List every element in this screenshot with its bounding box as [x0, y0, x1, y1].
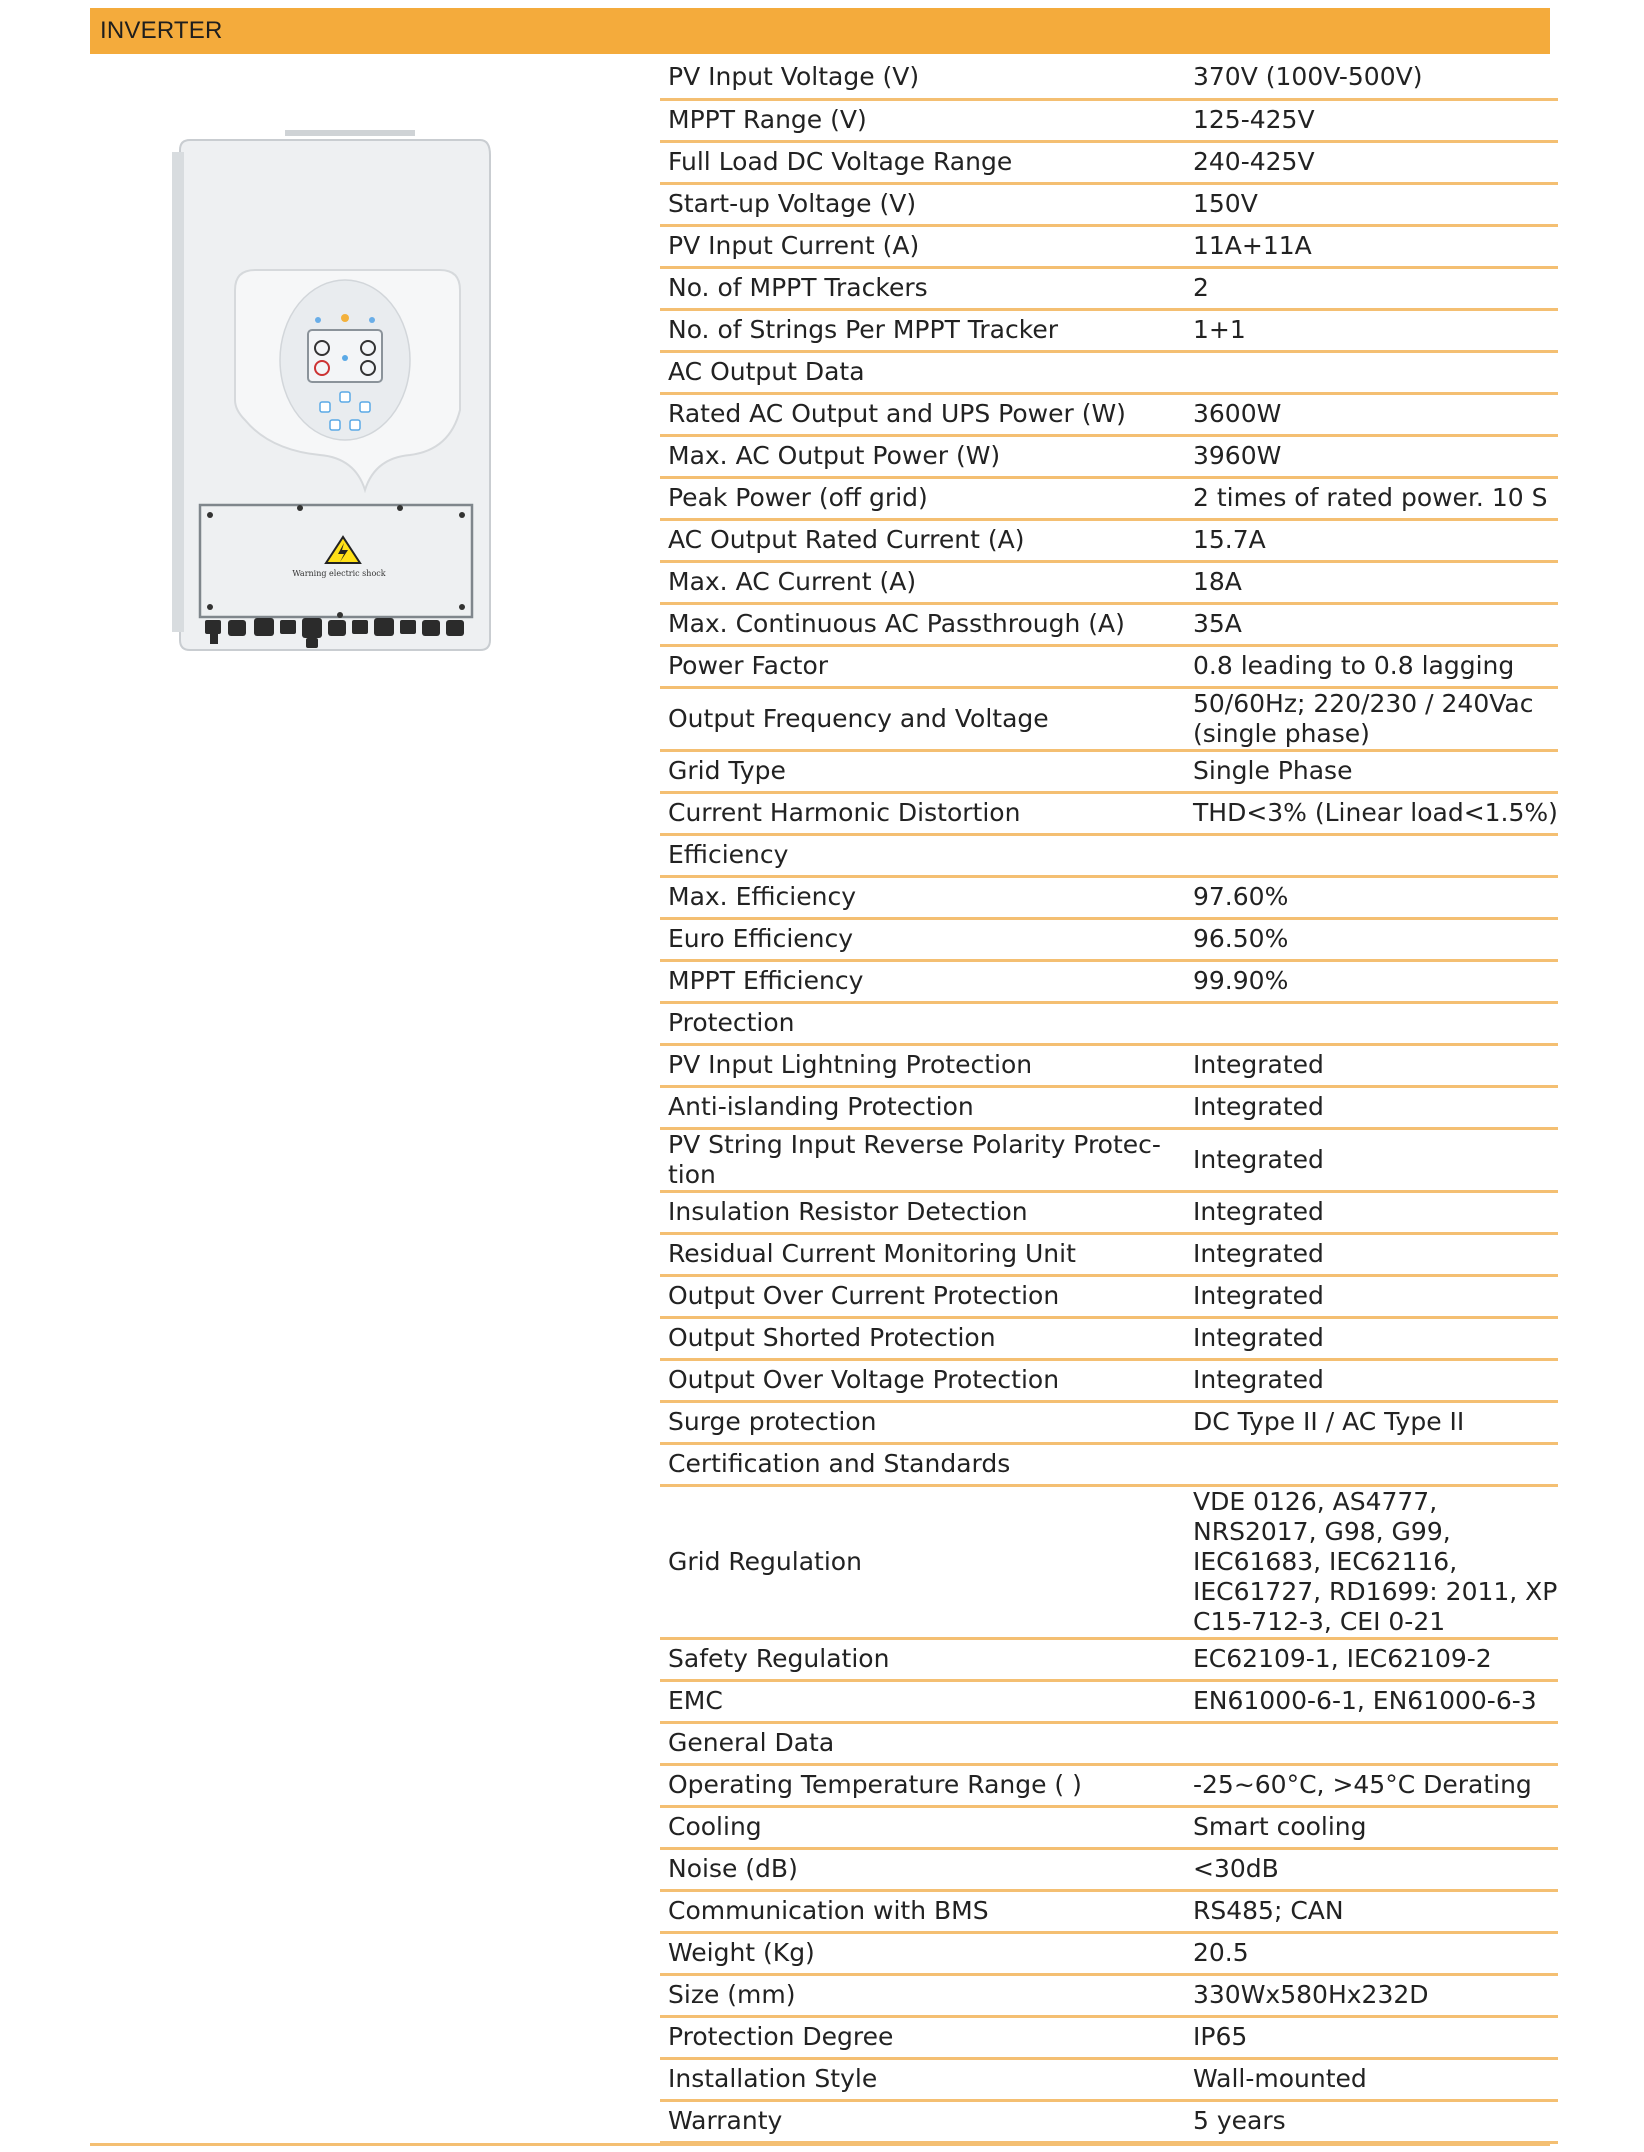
spec-value: 3600W	[1185, 393, 1558, 435]
section-header-bar	[90, 8, 1550, 54]
spec-label: Communication with BMS	[660, 1890, 1185, 1932]
spec-label: Grid Regulation	[660, 1485, 1185, 1638]
spec-row	[660, 519, 1558, 561]
spec-value: -25~60°C, >45°C Derating	[1185, 1764, 1558, 1806]
spec-label: Output Over Voltage Protection	[660, 1359, 1185, 1401]
spec-label: PV Input Voltage (V)	[660, 57, 1185, 99]
spec-value: 5 years	[1185, 2100, 1558, 2142]
spec-row	[660, 1722, 1558, 1764]
spec-label: Max. AC Output Power (W)	[660, 435, 1185, 477]
spec-row	[660, 477, 1558, 519]
spec-row	[660, 99, 1558, 141]
spec-label: Weight (Kg)	[660, 1932, 1185, 1974]
spec-label: AC Output Data	[660, 351, 1185, 393]
spec-label: Cooling	[660, 1806, 1185, 1848]
spec-value: 370V (100V-500V)	[1185, 57, 1558, 99]
spec-label: No. of MPPT Trackers	[660, 267, 1185, 309]
spec-label: Installation Style	[660, 2058, 1185, 2100]
spec-label: AC Output Rated Current (A)	[660, 519, 1185, 561]
spec-value: Integrated	[1185, 1044, 1558, 1086]
spec-label: Insulation Resistor Detection	[660, 1191, 1185, 1233]
spec-label: Max. Continuous AC Passthrough (A)	[660, 603, 1185, 645]
spec-label: Warranty	[660, 2100, 1185, 2142]
section-title: INVERTER	[100, 17, 223, 44]
spec-row	[660, 2058, 1558, 2100]
spec-value: 1+1	[1185, 309, 1558, 351]
spec-row	[660, 750, 1558, 792]
spec-row	[660, 792, 1558, 834]
spec-row	[660, 2100, 1558, 2142]
spec-row	[660, 1401, 1558, 1443]
spec-value: VDE 0126, AS4777, NRS2017, G98, G99, IEC61683, IEC62116, IEC61727, RD1699: 2011, XP C15-712-3, CEI 0-21	[1185, 1485, 1558, 1638]
spec-row	[660, 1443, 1558, 1485]
spec-row	[660, 876, 1558, 918]
spec-row	[660, 960, 1558, 1002]
spec-label: Grid Type	[660, 750, 1185, 792]
spec-label: Safety Regulation	[660, 1638, 1185, 1680]
spec-value: Wall-mounted	[1185, 2058, 1558, 2100]
spec-label: General Data	[660, 1722, 1185, 1764]
spec-row	[660, 1275, 1558, 1317]
spec-label: Start-up Voltage (V)	[660, 183, 1185, 225]
spec-label: Rated AC Output and UPS Power (W)	[660, 393, 1185, 435]
spec-label: Output Frequency and Voltage	[660, 687, 1185, 750]
spec-row	[660, 1680, 1558, 1722]
spec-value: Integrated	[1185, 1191, 1558, 1233]
spec-value: 15.7A	[1185, 519, 1558, 561]
spec-label: Surge protection	[660, 1401, 1185, 1443]
spec-label: Power Factor	[660, 645, 1185, 687]
spec-value	[1185, 351, 1558, 393]
spec-value: 125-425V	[1185, 99, 1558, 141]
spec-row	[660, 183, 1558, 225]
spec-label: Protection Degree	[660, 2016, 1185, 2058]
spec-row	[660, 1233, 1558, 1275]
spec-value: Smart cooling	[1185, 1806, 1558, 1848]
inverter-device-icon	[160, 120, 500, 720]
spec-value: 3960W	[1185, 435, 1558, 477]
vent-grille	[285, 130, 415, 136]
spec-label: Euro Efficiency	[660, 918, 1185, 960]
spec-label: Peak Power (off grid)	[660, 477, 1185, 519]
spec-label: Output Over Current Protection	[660, 1275, 1185, 1317]
spec-row	[660, 1890, 1558, 1932]
spec-row	[660, 1002, 1558, 1044]
spec-label: Output Shorted Protection	[660, 1317, 1185, 1359]
spec-value: EC62109-1, IEC62109-2	[1185, 1638, 1558, 1680]
spec-row	[660, 834, 1558, 876]
spec-label: MPPT Efficiency	[660, 960, 1185, 1002]
spec-label: Noise (dB)	[660, 1848, 1185, 1890]
spec-label: Max. Efficiency	[660, 876, 1185, 918]
spec-label: Operating Temperature Range ( )	[660, 1764, 1185, 1806]
spec-row	[660, 1638, 1558, 1680]
spec-label: No. of Strings Per MPPT Tracker	[660, 309, 1185, 351]
spec-label: Residual Current Monitoring Unit	[660, 1233, 1185, 1275]
spec-row	[660, 1848, 1558, 1890]
spec-value: IP65	[1185, 2016, 1558, 2058]
spec-row	[660, 1932, 1558, 1974]
spec-value: 20.5	[1185, 1932, 1558, 1974]
spec-row	[660, 1086, 1558, 1128]
spec-row	[660, 141, 1558, 183]
spec-value	[1185, 834, 1558, 876]
spec-row	[660, 267, 1558, 309]
spec-row	[660, 225, 1558, 267]
spec-label: PV String Input Reverse Polarity Protec-tion	[660, 1128, 1185, 1191]
spec-value: Integrated	[1185, 1128, 1558, 1191]
spec-value: Integrated	[1185, 1233, 1558, 1275]
spec-label: Max. AC Current (A)	[660, 561, 1185, 603]
spec-value: 0.8 leading to 0.8 lagging	[1185, 645, 1558, 687]
spec-label: Efficiency	[660, 834, 1185, 876]
spec-value: 96.50%	[1185, 918, 1558, 960]
spec-value: 330Wx580Hx232D	[1185, 1974, 1558, 2016]
spec-label: Certification and Standards	[660, 1443, 1185, 1485]
spec-value	[1185, 1443, 1558, 1485]
spec-label: Protection	[660, 1002, 1185, 1044]
spec-row	[660, 435, 1558, 477]
spec-row	[660, 1974, 1558, 2016]
spec-row	[660, 1128, 1558, 1191]
spec-label: Anti-islanding Protection	[660, 1086, 1185, 1128]
spec-value: 2 times of rated power. 10 S	[1185, 477, 1558, 519]
spec-row	[660, 603, 1558, 645]
bottom-divider	[90, 2143, 1550, 2146]
spec-row	[660, 1485, 1558, 1638]
spec-value: RS485; CAN	[1185, 1890, 1558, 1932]
warning-label: Warning electric shock	[292, 569, 386, 578]
spec-row	[660, 1191, 1558, 1233]
spec-value: 11A+11A	[1185, 225, 1558, 267]
spec-label: Full Load DC Voltage Range	[660, 141, 1185, 183]
spec-value: <30dB	[1185, 1848, 1558, 1890]
spec-row	[660, 1044, 1558, 1086]
spec-value: DC Type II / AC Type II	[1185, 1401, 1558, 1443]
spec-value: THD<3% (Linear load<1.5%)	[1185, 792, 1558, 834]
spec-row	[660, 2016, 1558, 2058]
spec-label: PV Input Current (A)	[660, 225, 1185, 267]
spec-label: Size (mm)	[660, 1974, 1185, 2016]
spec-row	[660, 1806, 1558, 1848]
spec-value: Integrated	[1185, 1359, 1558, 1401]
spec-label: MPPT Range (V)	[660, 99, 1185, 141]
spec-value: 18A	[1185, 561, 1558, 603]
spec-value	[1185, 1722, 1558, 1764]
spec-row	[660, 645, 1558, 687]
specification-table	[660, 57, 1558, 2144]
spec-row	[660, 1764, 1558, 1806]
spec-label: Current Harmonic Distortion	[660, 792, 1185, 834]
spec-value: 99.90%	[1185, 960, 1558, 1002]
spec-row	[660, 687, 1558, 750]
spec-value: Integrated	[1185, 1317, 1558, 1359]
spec-value: 97.60%	[1185, 876, 1558, 918]
spec-row	[660, 1359, 1558, 1401]
spec-value: 240-425V	[1185, 141, 1558, 183]
spec-row	[660, 1317, 1558, 1359]
spec-value: Integrated	[1185, 1086, 1558, 1128]
spec-row	[660, 57, 1558, 99]
spec-value: EN61000-6-1, EN61000-6-3	[1185, 1680, 1558, 1722]
spec-value: 2	[1185, 267, 1558, 309]
spec-row	[660, 918, 1558, 960]
spec-value: Single Phase	[1185, 750, 1558, 792]
spec-label: EMC	[660, 1680, 1185, 1722]
spec-row	[660, 561, 1558, 603]
spec-value: 50/60Hz; 220/230 / 240Vac (single phase)	[1185, 687, 1558, 750]
spec-value	[1185, 1002, 1558, 1044]
spec-value: Integrated	[1185, 1275, 1558, 1317]
spec-row	[660, 351, 1558, 393]
spec-label: PV Input Lightning Protection	[660, 1044, 1185, 1086]
spec-row	[660, 393, 1558, 435]
spec-row	[660, 309, 1558, 351]
spec-value: 35A	[1185, 603, 1558, 645]
spec-value: 150V	[1185, 183, 1558, 225]
